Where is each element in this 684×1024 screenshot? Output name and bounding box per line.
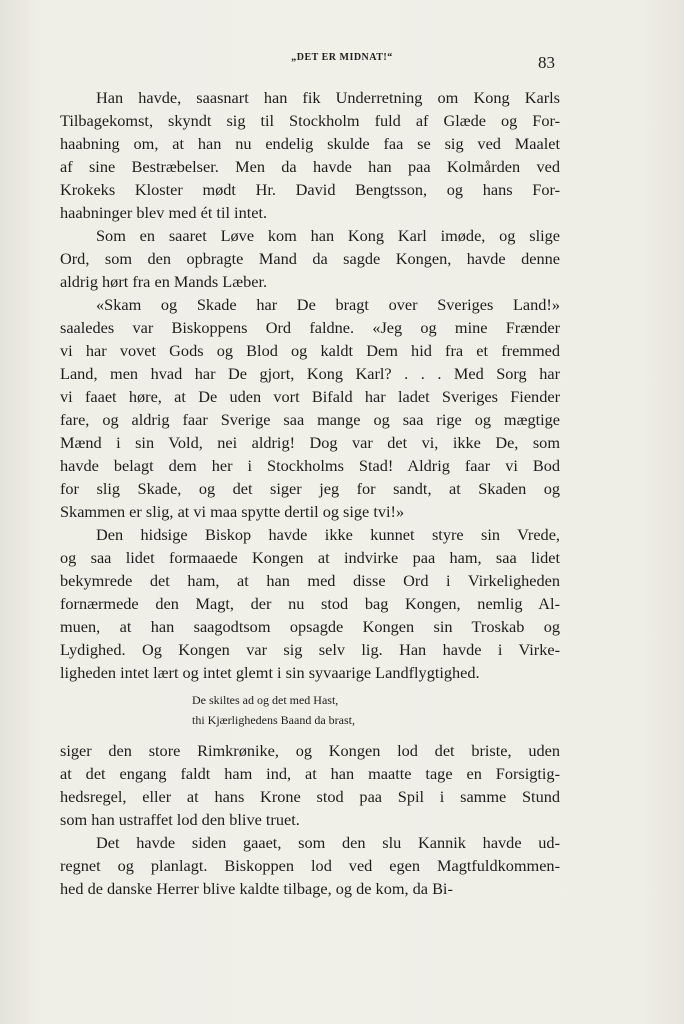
text-line: ligheden intet lært og intet glemt i sin syvaarige Landflygtighed. xyxy=(60,663,480,682)
page-number: 83 xyxy=(538,53,555,72)
text-line: af sine Bestræbelser. Men da havde han paa Kolmården ved xyxy=(60,157,560,176)
text-line: haabning om, at han nu endelig skulde faa se sig ved Maalet xyxy=(60,134,560,153)
text-line: Det havde siden gaaet, som den slu Kannik havde ud- xyxy=(96,833,560,852)
text-line: at det engang faldt ham ind, at han maatte tage en Forsigtig- xyxy=(60,764,560,783)
text-line: siger den store Rimkrønike, og Kongen lod det briste, uden xyxy=(60,741,560,760)
text-line: Land, men hvad har De gjort, Kong Karl? . . . Med Sorg har xyxy=(60,364,560,383)
text-line: hed de danske Herrer blive kaldte tilbage, og de kom, da Bi- xyxy=(60,879,453,898)
text-line: fare, og aldrig faar Sverige saa mange og saa rige og mægtige xyxy=(60,410,560,429)
text-line: Som en saaret Løve kom han Kong Karl imøde, og slige xyxy=(96,226,560,245)
text-line: regnet og planlagt. Biskoppen lod ved egen Magtfuldkommen- xyxy=(60,856,560,875)
paragraph xyxy=(60,523,560,684)
text-line: og saa lidet formaaede Kongen at indvirke paa ham, saa lidet xyxy=(60,548,560,567)
text-line: Krokeks Kloster mødt Hr. David Bengtsson, og hans For- xyxy=(60,180,560,199)
body-text-bottom xyxy=(60,739,560,900)
body-text-top xyxy=(60,86,560,684)
text-line: havde belagt dem her i Stockholms Stad! Aldrig faar vi Bod xyxy=(60,456,560,475)
text-line: Mænd i sin Vold, nei aldrig! Dog var det vi, ikke De, som xyxy=(60,433,560,452)
text-line: Den hidsige Biskop havde ikke kunnet styre sin Vrede, xyxy=(96,525,560,544)
text-line: muen, at han saagodtsom opsagde Kongen sin Troskab og xyxy=(60,617,560,636)
text-line: saaledes var Biskoppens Ord faldne. «Jeg og mine Frænder xyxy=(60,318,560,337)
verse-line: thi Kjærlighedens Baand da brast, xyxy=(192,713,355,727)
text-line: som han ustraffet lod den blive truet. xyxy=(60,810,300,829)
paragraph xyxy=(60,86,560,224)
text-line: Skammen er slig, at vi maa spytte dertil og sige tvi!» xyxy=(60,502,405,521)
text-line: vi faaet høre, at De uden vort Bifald har ladet Sveriges Fiender xyxy=(60,387,560,406)
text-line: haabninger blev med ét til intet. xyxy=(60,203,268,222)
verse-line: De skiltes ad og det med Hast, xyxy=(192,693,339,707)
verse-quote xyxy=(192,690,355,730)
text-line: fornærmede den Magt, der nu stod bag Kongen, nemlig Al- xyxy=(60,594,560,613)
text-line: vi har vovet Gods og Blod og kaldt Dem hid fra et fremmed xyxy=(60,341,560,360)
paragraph xyxy=(60,739,560,831)
text-line: bekymrede det ham, at han med disse Ord i Virkeligheden xyxy=(60,571,560,590)
text-line: «Skam og Skade har De bragt over Sveriges Land!» xyxy=(96,295,560,314)
text-line: Lydighed. Og Kongen var sig selv lig. Han havde i Virke- xyxy=(60,640,560,659)
paragraph xyxy=(60,831,560,900)
text-line: Han havde, saasnart han fik Underretning om Kong Karls xyxy=(96,88,560,107)
text-line: for slig Skade, og det siger jeg for sandt, at Skaden og xyxy=(60,479,560,498)
text-line: hedsregel, eller at hans Krone stod paa Spil i samme Stund xyxy=(60,787,560,806)
paragraph xyxy=(60,224,560,293)
text-line: Ord, som den opbragte Mand da sagde Kongen, havde denne xyxy=(60,249,560,268)
text-line: aldrig hørt fra en Mands Læber. xyxy=(60,272,268,291)
running-title: „DET ER MIDNAT!“ xyxy=(291,52,393,63)
paragraph xyxy=(60,293,560,523)
text-line: Tilbagekomst, skyndt sig til Stockholm fuld af Glæde og For- xyxy=(60,111,560,130)
